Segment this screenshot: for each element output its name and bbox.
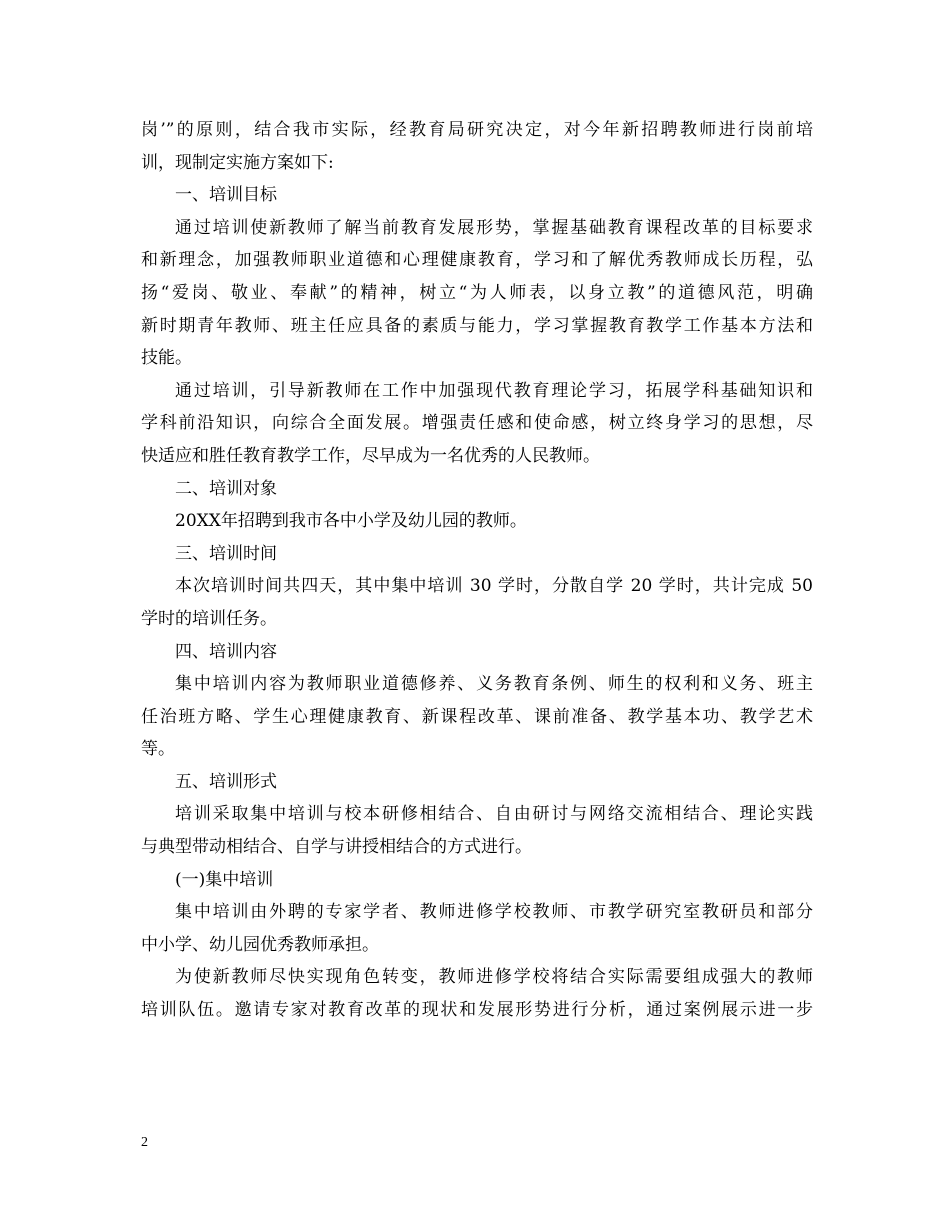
text-line: 四、培训内容 [175,641,277,662]
text-line: 技能。 [141,348,192,369]
text-line: 培训队伍。邀请专家对教育改革的现状和发展形势进行分析，通过案例展示进一步 [141,1000,813,1021]
text-line: 和新理念，加强教师职业道德和心理健康教育，学习和了解优秀教师成长历程，弘 [141,250,813,271]
text-line: 快适应和胜任教育教学工作，尽早成为一名优秀的人民教师。 [141,445,600,466]
text-line: 一、培训目标 [175,185,277,206]
text-line: 培训采取集中培训与校本研修相结合、自由研讨与网络交流相结合、理论实践 [175,804,813,825]
text-line: 集中培训内容为教师职业道德修养、义务教育条例、师生的权利和义务、班主 [175,674,813,695]
text-line: 本次培训时间共四天，其中集中培训 30 学时，分散自学 20 学时，共计完成 50 [175,576,813,597]
text-line: 训，现制定实施方案如下: [141,152,334,173]
text-line: 扬“爱岗、敬业、奉献”的精神，树立“为人师表，以身立教”的道德风范，明确 [141,282,813,303]
text-line: 学科前沿知识，向综合全面发展。增强责任感和使命感，树立终身学习的思想，尽 [141,413,813,434]
text-line: 20XX年招聘到我市各中小学及幼儿园的教师。 [175,511,527,532]
text-line: 为使新教师尽快实现角色转变，教师进修学校将结合实际需要组成强大的教师 [175,967,813,988]
text-line: 新时期青年教师、班主任应具备的素质与能力，学习掌握教育教学工作基本方法和 [141,315,813,336]
text-line: 中小学、幼儿园优秀教师承担。 [141,934,379,955]
text-line: 任治班方略、学生心理健康教育、新课程改革、课前准备、教学基本功、教学艺术 [141,706,813,727]
text-line: 等。 [141,739,175,760]
text-line: 三、培训时间 [175,543,277,564]
text-line: 集中培训由外聘的专家学者、教师进修学校教师、市教学研究室教研员和部分 [175,902,813,923]
text-line: 岗’”的原则，结合我市实际，经教育局研究决定，对今年新招聘教师进行岗前培 [141,120,813,140]
text-line: 二、培训对象 [175,478,277,499]
text-line: 五、培训形式 [175,771,277,792]
page-number: 2 [141,1135,148,1150]
text-line: 学时的培训任务。 [141,608,277,629]
text-line: 通过培训使新教师了解当前教育发展形势，掌握基础教育课程改革的目标要求 [175,217,813,238]
document-body [141,114,813,1027]
text-line: 与典型带动相结合、自学与讲授相结合的方式进行。 [141,837,532,858]
text-line: (一)集中培训 [175,869,274,890]
text-line: 通过培训，引导新教师在工作中加强现代教育理论学习，拓展学科基础知识和 [175,380,813,401]
